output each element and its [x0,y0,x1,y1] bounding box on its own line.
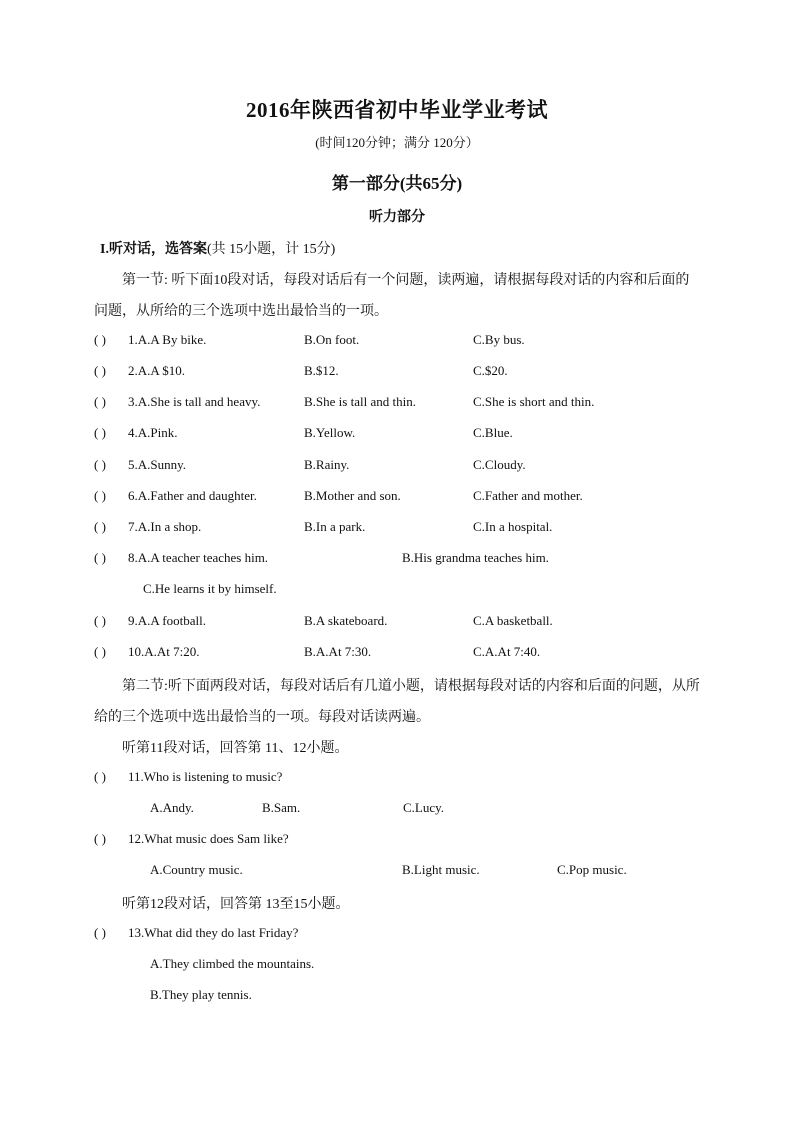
option-b: B.A skateboard. [304,613,388,628]
option-c: C.A.At 7:40. [473,644,541,659]
option-b: B.Mother and son. [304,488,401,503]
option-b: B.Rainy. [304,457,350,472]
option-a: A.Andy. [150,800,194,815]
question-stem: 3.A.She is tall and heavy. [128,394,261,409]
option-c: C.Pop music. [557,862,627,877]
option-a: A.They climbed the mountains. [150,956,315,971]
answer-blank: ( ) [94,519,106,534]
sec2-instruction-line2: 给的三个选项中选出最恰当的一项。每段对话读两遍。 [94,710,430,725]
answer-blank: ( ) [94,644,106,659]
question-stem: 13.What did they do last Friday? [128,925,299,940]
sec2-instruction-line1: 第二节:听下面两段对话，每段对话后有几道小题，请根据每段对话的内容和后面的问题，从所 [122,679,700,694]
option-b: B.$12. [304,363,339,378]
answer-blank: ( ) [94,488,106,503]
listening-title: 听力部分 [369,210,425,225]
option-c: C.Lucy. [403,800,445,815]
question-stem: 11.Who is listening to music? [128,769,283,784]
answer-blank: ( ) [94,425,106,440]
option-c: C.Father and mother. [473,488,583,503]
option-b: B.His grandma teaches him. [402,550,549,565]
option-c: C.By bus. [473,332,525,347]
option-b: B.Yellow. [304,425,356,440]
option-c: C.In a hospital. [473,519,553,534]
answer-blank: ( ) [94,394,106,409]
option-b: B.On foot. [304,332,360,347]
exam-title: 2016年陕西省初中毕业学业考试 [246,98,548,122]
exam-subtitle: (时间120分钟；满分 120分） [315,135,479,150]
answer-blank: ( ) [94,332,106,347]
option-c: C.Blue. [473,425,513,440]
question-stem: 5.A.Sunny. [128,457,187,472]
sec1-instruction-line1: 第一节: 听下面10段对话，每段对话后有一个问题，读两遍，请根据每段对话的内容和后面的 [122,273,690,288]
question-stem: 1.A.A By bike. [128,332,207,347]
option-c: C.She is short and thin. [473,394,595,409]
section1-heading [100,238,335,258]
question-stem: 2.A.A $10. [128,363,186,378]
option-a: A.Country music. [150,862,243,877]
option-b: B.Sam. [262,800,301,815]
option-b: B.They play tennis. [150,987,252,1002]
question-stem: 6.A.Father and daughter. [128,488,257,503]
dialog-12-heading: 听第12段对话，回答第 13至15小题。 [122,897,350,912]
answer-blank: ( ) [94,457,106,472]
option-c: C.A basketball. [473,613,553,628]
answer-blank: ( ) [94,550,106,565]
answer-blank: ( ) [94,363,106,378]
option-c: C.$20. [473,363,508,378]
section1-heading-bold: I.听对话，选答案 [100,242,207,257]
sec1-instruction-line2: 问题，从所给的三个选项中选出最恰当的一项。 [94,304,388,319]
question-stem: 9.A.A football. [128,613,206,628]
option-b: B.She is tall and thin. [304,394,416,409]
option-c: C.He learns it by himself. [143,581,277,596]
option-b: B.Light music. [402,862,480,877]
question-stem: 4.A.Pink. [128,425,178,440]
answer-blank: ( ) [94,613,106,628]
answer-blank: ( ) [94,769,106,784]
question-stem: 7.A.In a shop. [128,519,202,534]
part-title: 第一部分(共65分) [331,174,463,193]
option-b: B.A.At 7:30. [304,644,372,659]
question-stem: 8.A.A teacher teaches him. [128,550,269,565]
question-stem: 12.What music does Sam like? [128,831,289,846]
answer-blank: ( ) [94,831,106,846]
answer-blank: ( ) [94,925,106,940]
section1-heading-rest: (共 15小题，计 15分) [206,242,336,257]
question-stem: 10.A.At 7:20. [128,644,200,659]
dialog-11-heading: 听第11段对话，回答第 11、12小题。 [122,741,349,756]
option-b: B.In a park. [304,519,366,534]
option-c: C.Cloudy. [473,457,526,472]
